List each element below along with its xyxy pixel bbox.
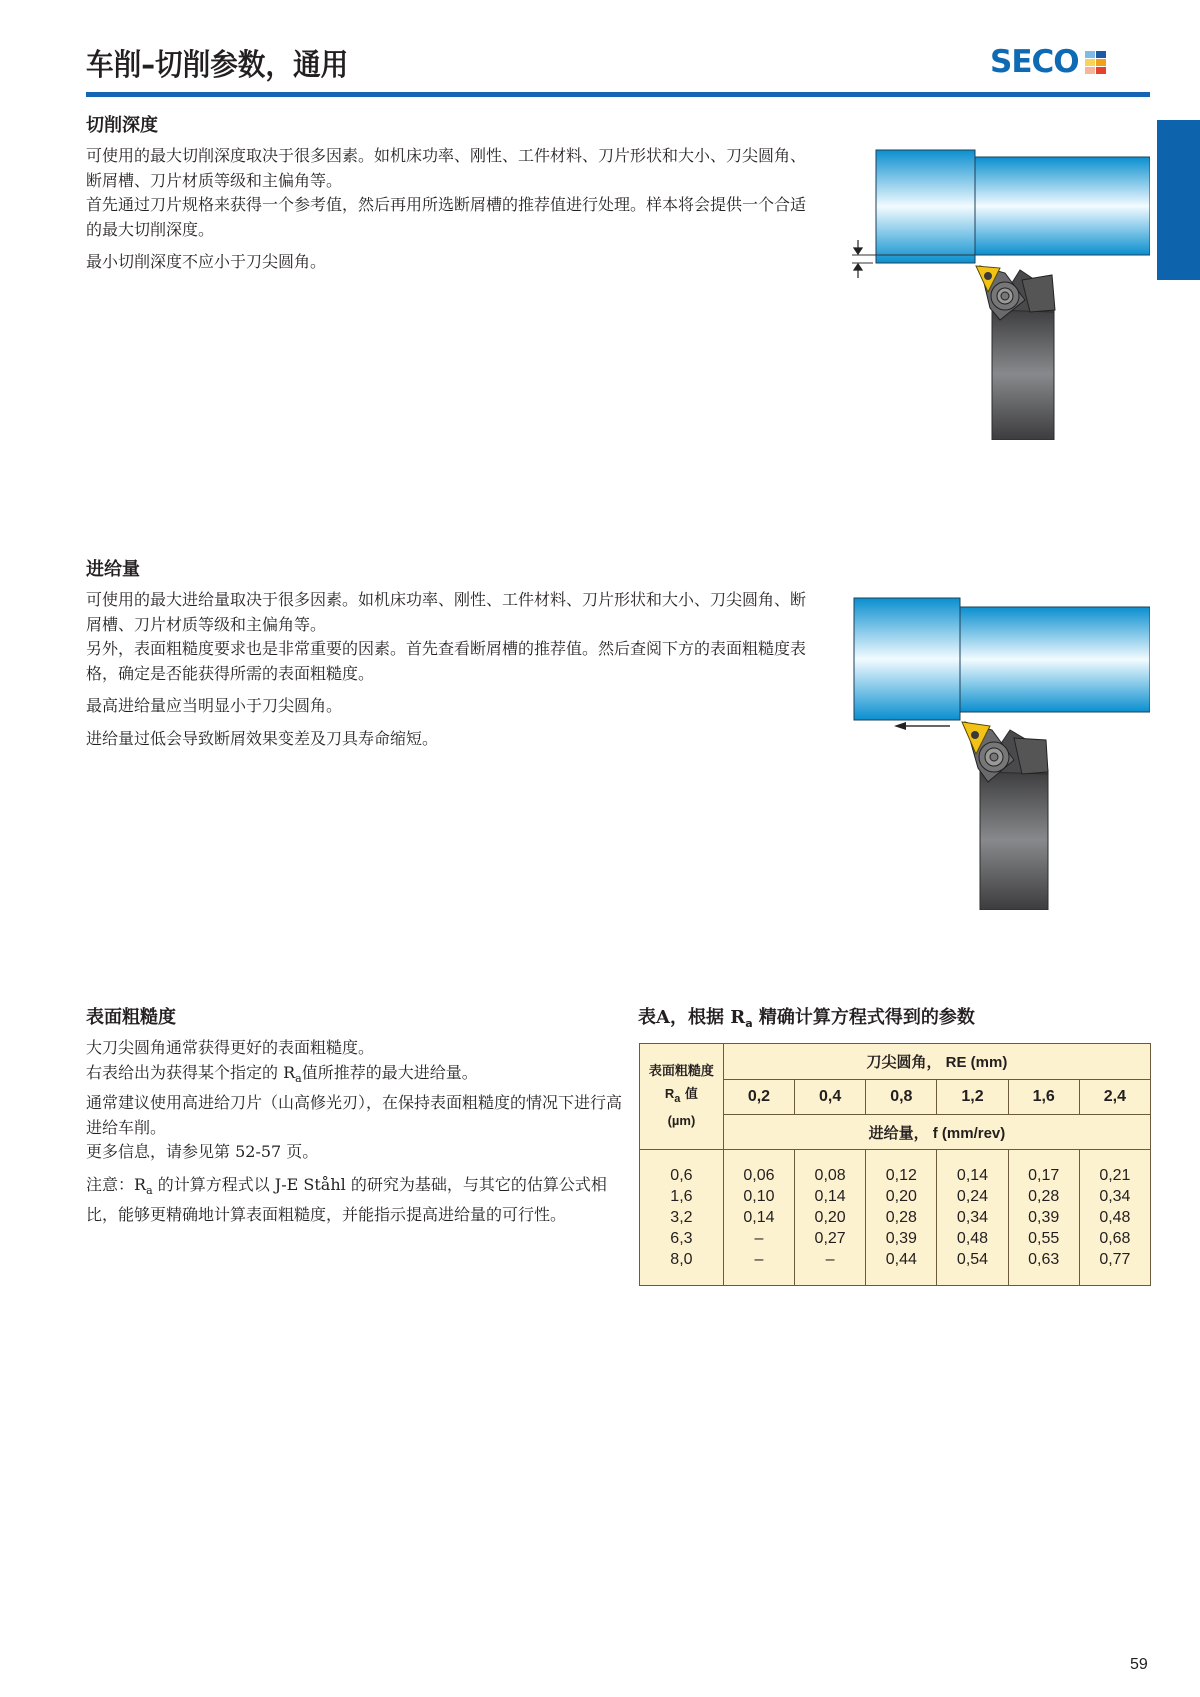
feed-values-column-1-6 — [1008, 1150, 1079, 1286]
table-cell: – — [754, 1230, 764, 1247]
row-header-label: 表面粗糙度 — [648, 1064, 714, 1079]
row-header-ra-label — [640, 1083, 723, 1110]
roughness-paragraph: 大刀尖圆角通常获得更好的表面粗糙度。 — [86, 1038, 375, 1057]
table-cell: – — [825, 1251, 835, 1268]
table-cell: 0,06 — [743, 1167, 775, 1184]
feed-values-column-0-4 — [795, 1150, 866, 1286]
ra-values-column — [640, 1150, 724, 1286]
column-header: 0,8 — [866, 1080, 937, 1115]
table-cell: 0,34 — [956, 1209, 989, 1226]
table-cell: 0,17 — [1028, 1167, 1060, 1184]
table-cell: 8,0 — [670, 1251, 693, 1268]
table-cell: 0,21 — [1099, 1167, 1131, 1184]
column-header: 1,2 — [937, 1080, 1008, 1115]
table-cell: 0,20 — [814, 1209, 846, 1226]
roughness-paragraph: 更多信息，请参见第 52-57 页。 — [86, 1142, 319, 1161]
feed-values-column-0-8 — [866, 1150, 937, 1286]
table-cell: 0,48 — [956, 1230, 989, 1247]
table-cell: 0,10 — [743, 1188, 775, 1205]
text-fragment: 的计算方程式以 J-E Ståhl 的研究为基础，与其它的估算公式相比，能够更精确地计算表面粗糙度，并能指示提高进给量的可行性。 — [86, 1174, 607, 1224]
depth-paragraph: 可使用的最大切削深度取决于很多因素。如机床功率、刚性、工件材料、刀片形状和大小、刀尖圆角、断屑槽、刀片材质等级和主偏角等。 — [86, 146, 807, 190]
table-cell: 0,39 — [1028, 1209, 1060, 1226]
row-header-ra — [640, 1044, 724, 1150]
feed-paragraph: 另外，表面粗糙度要求也是非常重要的因素。首先查看断屑槽的推荐值。然后查阅下方的表面粗糙度表格，确定是否能获得所需的表面粗糙度。 — [86, 639, 807, 683]
table-cell: 3,2 — [670, 1209, 693, 1226]
feed-values-column-2-4 — [1079, 1150, 1150, 1286]
text-fragment: R — [664, 1086, 675, 1101]
table-cell: 0,08 — [814, 1167, 846, 1184]
table-title — [638, 1003, 975, 1030]
depth-of-cut-illustration — [840, 140, 1150, 440]
surface-roughness-text — [86, 1036, 626, 1228]
nose-radius-header: 刀尖圆角， RE (mm) — [723, 1044, 1150, 1080]
table-cell: 0,12 — [885, 1167, 917, 1184]
table-cell: 0,48 — [1099, 1209, 1131, 1226]
logo-color-squares-icon — [1085, 51, 1106, 74]
text-fragment: 表A，根据 R — [638, 1007, 746, 1028]
depth-paragraph: 首先通过刀片规格来获得一个参考值，然后再用所选断屑槽的推荐值进行处理。样本将会提供一个合适的最大切削深度。 — [86, 195, 807, 239]
row-header-unit: (µm) — [667, 1113, 696, 1128]
text-fragment: 值所推荐的最大进给量。 — [301, 1062, 478, 1082]
feed-header: 进给量， f (mm/rev) — [723, 1115, 1150, 1150]
feed-paragraph: 可使用的最大进给量取决于很多因素。如机床功率、刚性、工件材料、刀片形状和大小、刀尖圆角、断屑槽、刀片材质等级和主偏角等。 — [86, 590, 807, 634]
table-cell: 0,39 — [885, 1230, 917, 1247]
table-cell: 0,27 — [814, 1230, 846, 1247]
subscript: a — [295, 1071, 302, 1085]
column-header: 2,4 — [1079, 1080, 1150, 1115]
table-cell: 0,54 — [956, 1251, 989, 1268]
roughness-note — [86, 1173, 626, 1228]
text-fragment: 精确计算方程式得到的参数 — [752, 1007, 975, 1028]
feed-values-column-1-2 — [937, 1150, 1008, 1286]
table-cell: 1,6 — [670, 1188, 693, 1205]
section-heading-surface-roughness: 表面粗糙度 — [86, 1007, 176, 1028]
depth-of-cut-text — [86, 144, 806, 275]
column-header: 1,6 — [1008, 1080, 1079, 1115]
seco-logo — [990, 43, 1106, 80]
chapter-side-tab — [1157, 120, 1200, 280]
feed-values-column-0-2 — [723, 1150, 794, 1286]
table-cell: 0,55 — [1028, 1230, 1060, 1247]
table-cell: 0,44 — [885, 1251, 917, 1268]
logo-text: SECO — [990, 43, 1079, 80]
table-cell: 0,34 — [1099, 1188, 1131, 1205]
subscript: a — [146, 1183, 153, 1197]
table-cell: 0,77 — [1099, 1251, 1131, 1268]
section-heading-depth-of-cut: 切削深度 — [86, 115, 158, 136]
title-rule — [86, 92, 1150, 97]
table-cell: 0,14 — [814, 1188, 846, 1205]
table-cell: 0,68 — [1099, 1230, 1131, 1247]
roughness-paragraph: 通常建议使用高进给刀片（山高修光刃），在保持表面粗糙度的情况下进行高进给车削。 — [86, 1093, 623, 1137]
table-cell: 0,6 — [670, 1167, 693, 1184]
feed-paragraph: 最高进给量应当明显小于刀尖圆角。 — [86, 696, 343, 715]
table-cell: 0,28 — [1028, 1188, 1060, 1205]
feed-paragraph: 进给量过低会导致断屑效果变差及刀具寿命缩短。 — [86, 728, 439, 748]
table-data-row — [640, 1150, 1151, 1286]
table-cell: 0,28 — [885, 1209, 917, 1226]
table-cell: 0,14 — [743, 1209, 775, 1226]
table-cell: 0,14 — [956, 1167, 989, 1184]
column-header: 0,4 — [795, 1080, 866, 1115]
text-fragment: 注意：R — [86, 1174, 147, 1194]
table-cell: 0,20 — [885, 1188, 917, 1205]
section-heading-feed: 进给量 — [86, 559, 140, 580]
table-cell: 0,63 — [1028, 1251, 1060, 1268]
text-fragment: 右表给出为获得某个指定的 R — [86, 1062, 296, 1082]
table-cell: 0,24 — [956, 1188, 989, 1205]
roughness-feed-table — [639, 1043, 1151, 1286]
feed-text — [86, 588, 806, 751]
column-header: 0,2 — [723, 1080, 794, 1115]
depth-paragraph: 最小切削深度不应小于刀尖圆角。 — [86, 252, 327, 271]
text-fragment: 值 — [680, 1087, 698, 1102]
page-number: 59 — [1130, 1656, 1148, 1673]
subscript: a — [674, 1093, 681, 1105]
table-cell: – — [754, 1251, 764, 1268]
subscript: a — [745, 1017, 753, 1030]
feed-direction-illustration — [840, 590, 1150, 910]
page-title: 车削–切削参数，通用 — [86, 48, 349, 83]
table-cell: 6,3 — [670, 1230, 693, 1247]
roughness-paragraph — [86, 1061, 626, 1092]
